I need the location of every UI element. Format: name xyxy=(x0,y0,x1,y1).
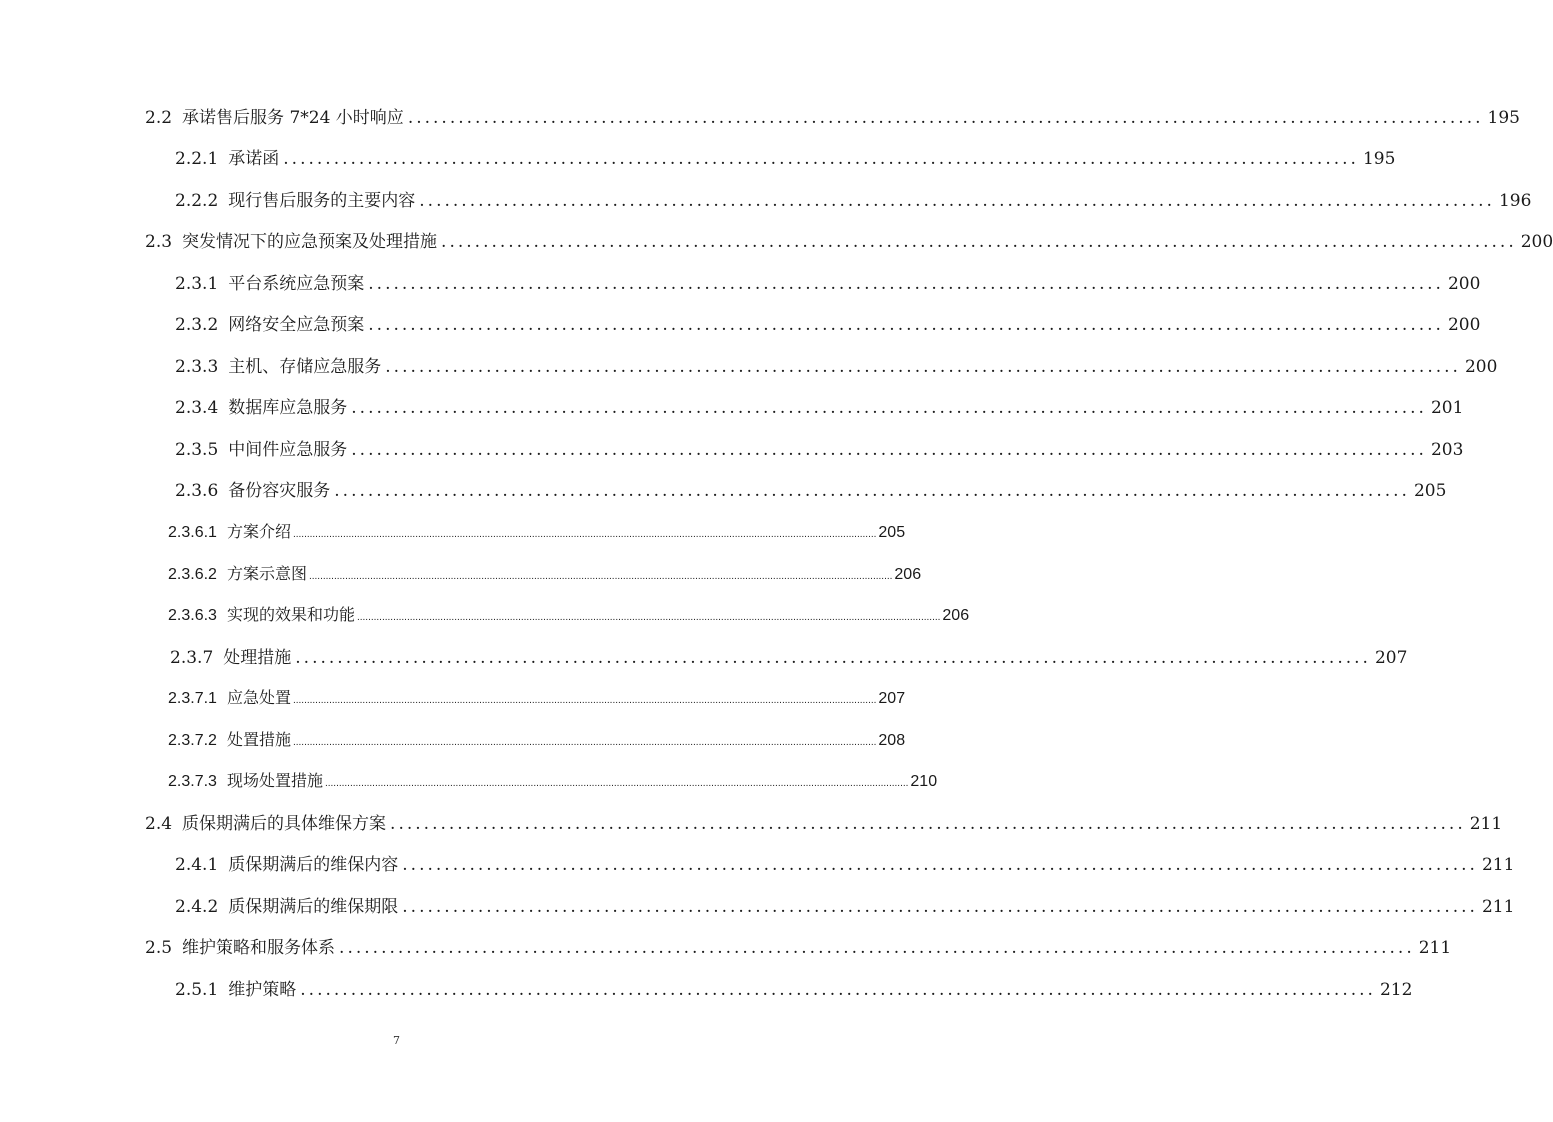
toc-entry[interactable] xyxy=(175,438,1464,462)
toc-number: 2.4.2 xyxy=(175,897,219,917)
toc-page-number: 200 xyxy=(1464,357,1498,377)
toc-title: 现场处置措施 xyxy=(226,773,323,790)
toc-page-number: 211 xyxy=(1418,938,1452,958)
toc-leader-dots: ................................................................................................................................ xyxy=(419,191,1495,211)
toc-leader-dots: ................................................................................................................................ xyxy=(402,855,1478,875)
toc-title: 网络安全应急预案 xyxy=(228,315,365,335)
toc-leader-dots: .................................................................................................................................................................................................................. xyxy=(292,737,877,748)
toc-title: 处置措施 xyxy=(226,732,291,749)
toc-leader-dots: ................................................................................................................................ xyxy=(334,481,1410,501)
toc-entry[interactable] xyxy=(175,396,1464,420)
toc-leader-dots: ................................................................................................................................ xyxy=(368,274,1444,294)
toc-page-number: 211 xyxy=(1481,855,1515,875)
toc-number: 2.3.4 xyxy=(175,398,219,418)
toc-title: 方案介绍 xyxy=(226,524,291,541)
toc-number: 2.3.5 xyxy=(175,440,219,460)
toc-title: 承诺售后服务 7*24 小时响应 xyxy=(182,108,404,128)
toc-leader-dots: .................................................................................................................................................................................................................. xyxy=(292,529,877,540)
toc-title: 应急处置 xyxy=(226,690,291,707)
toc-entry[interactable] xyxy=(145,812,1503,836)
toc-number: 2.3.7.1 xyxy=(168,690,217,707)
toc-entry[interactable] xyxy=(175,147,1396,171)
toc-title: 质保期满后的具体维保方案 xyxy=(182,814,387,834)
toc-title: 处理措施 xyxy=(223,648,292,668)
toc-leader-dots: .................................................................................................................................................................................................................. xyxy=(356,612,941,623)
toc-leader-dots: ................................................................................................................................ xyxy=(441,232,1517,252)
toc-entry[interactable] xyxy=(145,230,1553,254)
toc-entry[interactable] xyxy=(168,563,922,587)
toc-entry[interactable] xyxy=(175,895,1515,919)
toc-number: 2.3.7.3 xyxy=(168,773,217,790)
toc-entry[interactable] xyxy=(175,272,1481,296)
toc-entry[interactable] xyxy=(175,189,1532,213)
toc-entry[interactable] xyxy=(168,521,906,545)
toc-title: 备份容灾服务 xyxy=(228,481,331,501)
toc-leader-dots: .................................................................................................................................................................................................................. xyxy=(324,778,909,789)
toc-number: 2.3.6.3 xyxy=(168,607,217,624)
toc-entry[interactable] xyxy=(175,853,1515,877)
toc-page-number: 195 xyxy=(1362,149,1396,169)
toc-number: 2.3.7 xyxy=(170,648,214,668)
toc-page-number: 211 xyxy=(1469,814,1503,834)
toc-page-number: 205 xyxy=(878,524,906,541)
toc-number: 2.3.6.1 xyxy=(168,524,217,541)
toc-title: 主机、存储应急服务 xyxy=(228,357,382,377)
toc-leader-dots: ................................................................................................................................ xyxy=(390,814,1466,834)
toc-entry[interactable] xyxy=(145,106,1520,130)
toc-title: 质保期满后的维保内容 xyxy=(228,855,399,875)
toc-entry[interactable] xyxy=(175,355,1498,379)
toc-number: 2.3.7.2 xyxy=(168,732,217,749)
toc-number: 2.3.6 xyxy=(175,481,219,501)
toc-number: 2.4 xyxy=(145,814,173,834)
toc-leader-dots: ................................................................................................................................ xyxy=(339,938,1415,958)
toc-title: 现行售后服务的主要内容 xyxy=(228,191,416,211)
toc-number: 2.3.3 xyxy=(175,357,219,377)
toc-page-number: 200 xyxy=(1447,315,1481,335)
toc-number: 2.2.1 xyxy=(175,149,219,169)
footer-page-number: 7 xyxy=(393,1034,400,1047)
toc-page-number: 195 xyxy=(1487,108,1520,128)
toc-entry[interactable] xyxy=(168,687,906,711)
toc-leader-dots: ................................................................................................................................ xyxy=(351,398,1427,418)
toc-title: 质保期满后的维保期限 xyxy=(228,897,399,917)
toc-leader-dots: ................................................................................................................................ xyxy=(351,440,1427,460)
toc-entry[interactable] xyxy=(168,770,938,794)
toc-page-number: 208 xyxy=(878,732,906,749)
toc-page-number: 211 xyxy=(1481,897,1515,917)
toc-title: 实现的效果和功能 xyxy=(226,607,355,624)
toc-leader-dots: ................................................................................................................................ xyxy=(283,149,1359,169)
toc-title: 维护策略和服务体系 xyxy=(182,938,336,958)
toc-entry[interactable] xyxy=(175,978,1413,1002)
toc-page-number: 200 xyxy=(1447,274,1481,294)
toc-entry[interactable] xyxy=(168,604,970,628)
toc-page-number: 212 xyxy=(1379,980,1413,1000)
toc-number: 2.3.1 xyxy=(175,274,219,294)
toc-number: 2.4.1 xyxy=(175,855,219,875)
toc-number: 2.2.2 xyxy=(175,191,219,211)
toc-leader-dots: .................................................................................................................................................................................................................. xyxy=(308,571,893,582)
toc-title: 承诺函 xyxy=(228,149,280,169)
toc-entry[interactable] xyxy=(175,313,1481,337)
toc-page-number: 205 xyxy=(1413,481,1447,501)
toc-page-number: 203 xyxy=(1430,440,1464,460)
toc-entry[interactable] xyxy=(175,479,1447,503)
toc-title: 方案示意图 xyxy=(226,566,307,583)
toc-page-number: 210 xyxy=(910,773,938,790)
toc-title: 维护策略 xyxy=(228,980,297,1000)
toc-page-number: 207 xyxy=(1374,648,1408,668)
toc-page-number: 201 xyxy=(1430,398,1464,418)
toc-title: 中间件应急服务 xyxy=(228,440,348,460)
toc-entry[interactable] xyxy=(145,936,1452,960)
toc-leader-dots: ................................................................................................................................ xyxy=(295,648,1371,668)
toc-page-number: 200 xyxy=(1520,232,1553,252)
toc-leader-dots: ................................................................................................................................ xyxy=(407,108,1484,128)
toc-leader-dots: ................................................................................................................................ xyxy=(385,357,1461,377)
toc-number: 2.2 xyxy=(145,108,173,128)
toc-title: 平台系统应急预案 xyxy=(228,274,365,294)
toc-number: 2.5.1 xyxy=(175,980,219,1000)
toc-page-number: 206 xyxy=(942,607,970,624)
toc-page-number: 207 xyxy=(878,690,906,707)
toc-leader-dots: ................................................................................................................................ xyxy=(402,897,1478,917)
toc-title: 数据库应急服务 xyxy=(228,398,348,418)
toc-page-number: 206 xyxy=(894,566,922,583)
toc-number: 2.3.6.2 xyxy=(168,566,217,583)
toc-leader-dots: ................................................................................................................................ xyxy=(300,980,1376,1000)
toc-number: 2.3 xyxy=(145,232,173,252)
toc-number: 2.3.2 xyxy=(175,315,219,335)
toc-title: 突发情况下的应急预案及处理措施 xyxy=(182,232,438,252)
toc-number: 2.5 xyxy=(145,938,173,958)
toc-entry[interactable] xyxy=(170,646,1408,670)
toc-leader-dots: ................................................................................................................................ xyxy=(368,315,1444,335)
toc-page-number: 196 xyxy=(1498,191,1532,211)
toc-leader-dots: .................................................................................................................................................................................................................. xyxy=(292,695,877,706)
toc-entry[interactable] xyxy=(168,729,906,753)
